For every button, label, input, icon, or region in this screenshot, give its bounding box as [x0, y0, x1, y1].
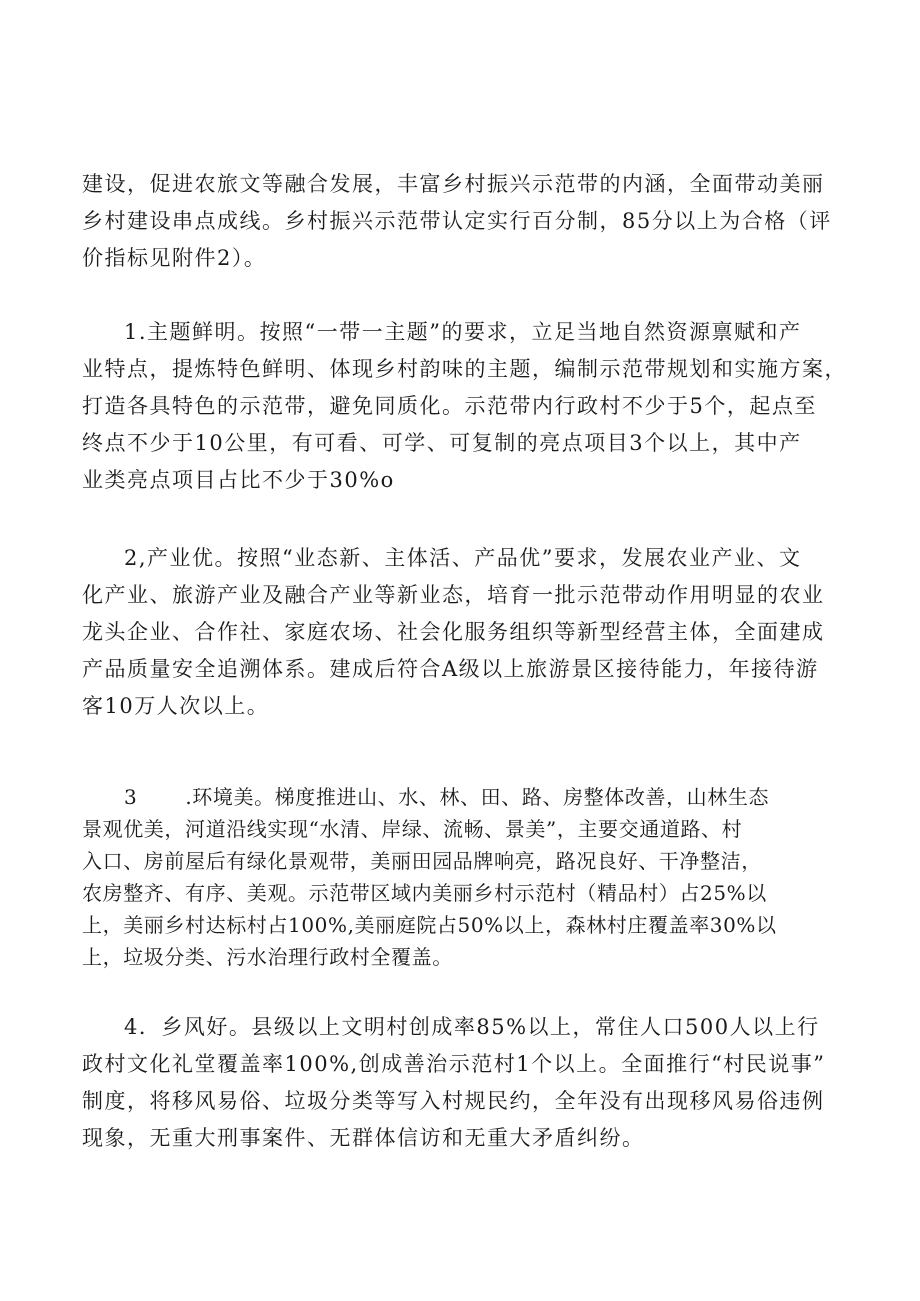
text-line: 景观优美，河道沿线实现“水清、岸绿、流畅、景美”，主要交通道路、村	[82, 817, 743, 841]
text-line: 化产业、旅游产业及融合产业等新业态，培育一批示范带动作用明显的农业	[82, 583, 825, 607]
paragraph-theme	[82, 314, 852, 499]
text-line: 乡村建设串点成线。乡村振兴示范带认定实行百分制，85分以上为合格（评	[82, 209, 832, 233]
text-line: 现象，无重大刑事案件、无群体信访和无重大矛盾纠纷。	[82, 1126, 645, 1150]
text-line: 上，美丽乡村达标村占100%,美丽庭院占50%以上，森林村庄覆盖率30%以	[82, 913, 777, 937]
text-line	[82, 781, 852, 813]
text-line: 龙头企业、合作社、家庭农场、社会化服务组织等新型经营主体，全面建成	[82, 620, 825, 644]
paragraph-environment	[82, 781, 852, 973]
text-line: 政村文化礼堂覆盖率100%,创成善治示范村1个以上。全面推行“村民说事”	[82, 1052, 826, 1076]
paragraph-culture	[82, 1009, 852, 1157]
text-line: 4．乡风好。县级以上文明村创成率85%以上，常住人口500人以上行	[124, 1015, 820, 1039]
text-line: 上，垃圾分类、污水治理行政村全覆盖。	[82, 945, 453, 969]
text-line: 1.主题鲜明。按照“一带一主题”的要求，立足当地自然资源禀赋和产	[124, 320, 802, 344]
text-line: 制度，将移风易俗、垃圾分类等写入村规民约，全年没有出现移风易俗违例	[82, 1089, 825, 1113]
text-line: 建设，促进农旅文等融合发展，丰富乡村振兴示范带的内涵，全面带动美丽	[82, 172, 825, 196]
text-line: 价指标见附件2）。	[82, 246, 267, 270]
text-line: 产品质量安全追溯体系。建成后符合A级以上旅游景区接待能力，年接待游	[82, 657, 819, 681]
paragraph-industry	[82, 540, 852, 725]
text-line: 2,产业优。按照“业态新、主体活、产品优”要求，发展农业产业、文	[124, 546, 802, 570]
text-line: 入口、房前屋后有绿化景观带，美丽田园品牌响亮，路况良好、干净整洁，	[82, 849, 762, 873]
text-line: 客10万人次以上。	[82, 694, 270, 718]
text-line: 终点不少于10公里，有可看、可学、可复制的亮点项目3个以上，其中产	[82, 431, 802, 455]
text-line-content: .环境美。梯度推进山、水、林、田、路、房整体改善，山林生态	[185, 785, 770, 809]
text-line: 业特点，提炼特色鲜明、体现乡村韵味的主题，编制示范带规划和实施方案，	[82, 357, 847, 381]
text-line: 打造各具特色的示范带，避免同质化。示范带内行政村不少于5个，起点至	[82, 394, 817, 418]
text-line: 农房整齐、有序、美观。示范带区域内美丽乡村示范村（精品村）占25%以	[82, 881, 767, 905]
paragraph-intro	[82, 166, 852, 277]
item-number: 3	[124, 785, 138, 809]
text-line: 业类亮点项目占比不少于30%o	[82, 468, 395, 492]
